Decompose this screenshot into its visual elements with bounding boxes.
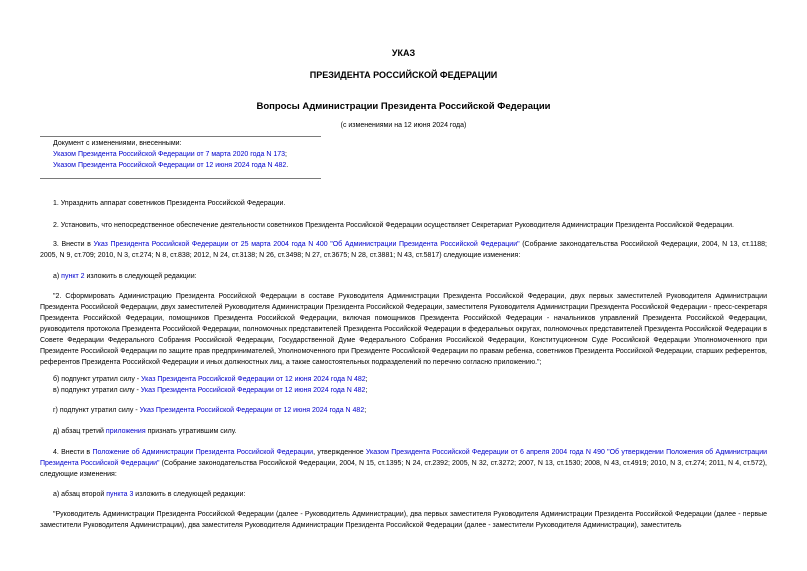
paragraph-2: 2. Установить, что непосредственное обеспечение деятельности советников Президента Российской Федерации осуществляет Секретариат Руководителя Администрации Президента Российской Федерации. xyxy=(53,222,734,229)
text: (Собрание законодательства Российской Федерации, 2004, N 13, ст.1188; 2005, N 9, ст.709; 2010, N 3, ст.274; N 8, ст.838; 2012, N 24, ст.3138; N 26, ст.3498; N 27, ст.3675; N 28, ст.3881; N 43, ст.5817) следующие изменения: xyxy=(40,241,767,259)
separator: ; xyxy=(285,151,287,158)
amendment-date: (с изменениями на 12 июня 2024 года) xyxy=(340,122,467,129)
regulation-link[interactable]: Положение об Администрации Президента Российской Федерации xyxy=(92,449,314,456)
point-3-link[interactable]: пункта 3 xyxy=(106,491,134,498)
doc-subject: Вопросы Администрации Президента Российской Федерации xyxy=(256,101,551,112)
text: 3. Внести в xyxy=(53,241,94,248)
doc-type-title: УКАЗ xyxy=(391,48,416,58)
quoted-paragraph-2: "2. Сформировать Администрацию Президента Российской Федерации в составе Руководителя Администрации Президента Российской Федерации, двух первых заместителей Руководителя Администрации Президента Российской Федерации, двух заместителей Руководителя Администрации Президента Российской Федерации, заместителя Руководителя Администрации Президента Российской Федерации - пресс-секретаря Президента Российской Федерации, помощников Президента Российской Федерации, включая помощников Президента Российской Федерации - начальников управлений Президента Российской Федерации, руководителя протокола Президента Российской Федерации, полномочных представителей Президента Российской Федерации в федеральных округах, полномочных представителей Президента Российской Федерации в Совете Федерации Федерального Собрания Российской Федерации, Государственной Думе Федерального Собрания Российской Федерации, Конституционном Суде Российской Федерации Уполномоченного при Президенте Российской Федерации по защите прав предпринимателей, Уполномоченного при Президенте Российской Федерации по правам ребенка, советников Президента Российской Федерации, старших референтов, референтов Президента Российской Федерации и иных должностных лиц, а также самостоятельных подразделений по перечню согласно приложению."; xyxy=(40,293,767,366)
item-d xyxy=(40,426,767,437)
text: ; xyxy=(365,376,368,383)
paragraph-1: 1. Упразднить аппарат советников Президента Российской Федерации. xyxy=(53,200,286,207)
decree-482-link[interactable]: Указ Президента Российской Федерации от 12 июня 2024 года N 482 xyxy=(141,376,366,383)
item-v xyxy=(40,385,767,396)
item-4a xyxy=(40,489,767,500)
decree-400-link[interactable]: Указ Президента Российской Федерации от 25 марта 2004 года N 400 "Об Администрации Президента Российской Федерации" xyxy=(93,241,520,248)
quoted-paragraph-3: "Руководитель Администрации Президента Российской Федерации (далее - Руководитель Администрации), два первых заместителя Руководителя Администрации Президента Российской Федерации (далее - первые заместители Руководителя Администрации), два заместителя Руководителя Администрации Президента Российской Федерации (далее - заместители Руководителя Администрации), заместитель xyxy=(40,511,767,529)
separator: . xyxy=(286,162,289,169)
text: б) подпункт утратил силу - xyxy=(53,376,142,383)
decree-482-link[interactable]: Указ Президента Российской Федерации от 12 июня 2024 года N 482 xyxy=(140,387,366,394)
text: ; xyxy=(365,387,368,394)
text: (Собрание законодательства Российской Федерации, 2004, N 15, ст.1395; N 24, ст.2392; 2005, N 32, ст.3272; 2007, N 13, ст.1530; 2008, N 43, ст.4919; 2010, N 3, ст.274; 2011, N 4, ст.572), следующие изменения: xyxy=(40,460,767,478)
paragraph-4 xyxy=(40,447,767,480)
point-2-link[interactable]: пункт 2 xyxy=(61,273,85,280)
text: 4. Внести в xyxy=(53,449,93,456)
amendment-line-2 xyxy=(53,161,288,171)
text: , утвержденное xyxy=(313,449,366,456)
text: ; xyxy=(364,407,367,414)
amendment-link-2[interactable]: Указом Президента Российской Федерации от 12 июня 2024 года N 482 xyxy=(53,162,287,169)
item-b xyxy=(40,374,767,385)
text: г) подпункт утратил силу - xyxy=(53,407,140,414)
amendment-line-1 xyxy=(53,150,287,160)
paragraph-3 xyxy=(40,239,767,261)
appendix-link[interactable]: приложения xyxy=(105,428,146,435)
amendment-link-1[interactable]: Указом Президента Российской Федерации от 7 марта 2020 года N 173 xyxy=(53,151,285,158)
amendments-label: Документ с изменениями, внесенными: xyxy=(53,140,182,147)
item-a xyxy=(40,271,767,282)
text: д) абзац третий xyxy=(53,428,106,435)
note-divider-bottom xyxy=(40,178,321,179)
text: а) xyxy=(53,273,62,280)
text: изложить в следующей редакции: xyxy=(133,491,246,498)
text: изложить в следующей редакции: xyxy=(84,273,197,280)
decree-482-link[interactable]: Указ Президента Российской Федерации от 12 июня 2024 года N 482 xyxy=(139,407,365,414)
text: в) подпункт утратил силу - xyxy=(53,387,141,394)
issuer-title: ПРЕЗИДЕНТА РОССИЙСКОЙ ФЕДЕРАЦИИ xyxy=(309,70,498,80)
note-divider-top xyxy=(40,136,321,137)
decree-490-link[interactable]: Указом Президента Российской Федерации от 6 апреля 2004 года N 490 "Об утверждении Положения об Администрации Президента Российской Федерации" xyxy=(40,449,768,467)
text: а) абзац второй xyxy=(53,491,107,498)
item-g xyxy=(40,405,767,416)
text: признать утратившим силу. xyxy=(145,428,237,435)
